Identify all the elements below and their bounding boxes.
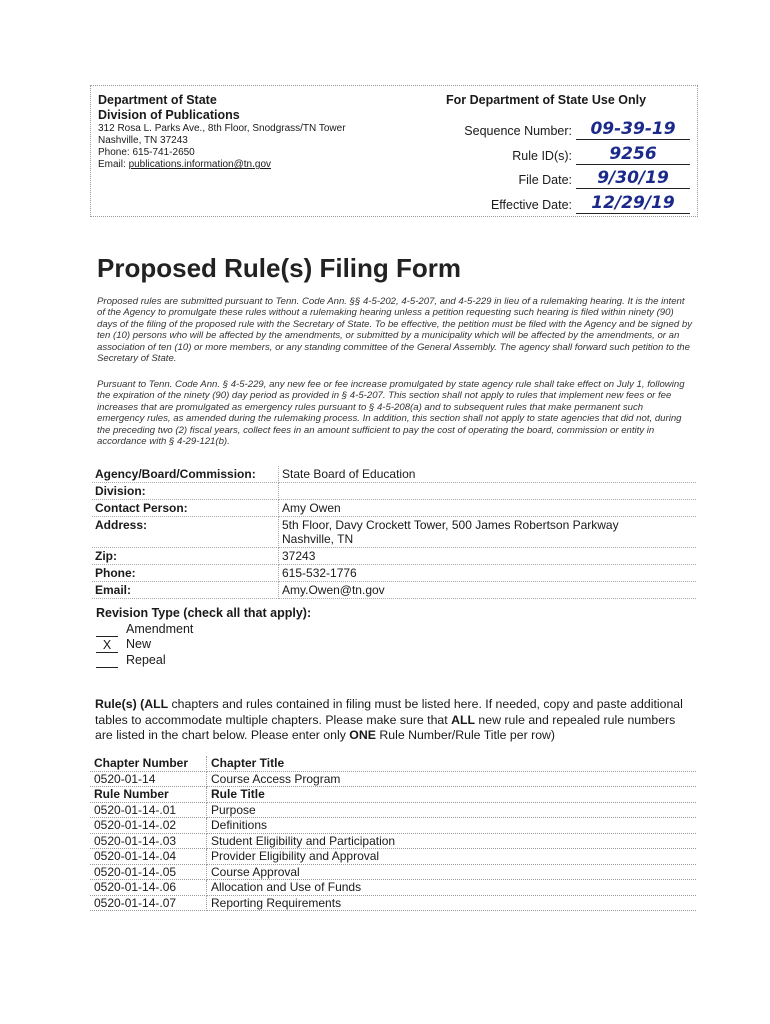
division-value [279,483,697,500]
revision-new[interactable] [96,637,311,653]
issuer-phone: Phone: 615-741-2650 [98,147,195,158]
phone-row [92,565,696,582]
phone-value: 615-532-1776 [279,565,697,582]
rule-title: Reporting Requirements [207,895,697,911]
address-line-2: Nashville, TN [282,532,354,546]
agency-value: State Board of Education [279,466,697,483]
file-date-field [430,167,692,189]
rule-number: 0520-01-14-.01 [90,802,207,818]
sequence-number-value: 09-39-19 [576,119,690,140]
email-value: Amy.Owen@tn.gov [279,582,697,599]
division-row [92,483,696,500]
rule-number-header: Rule Number [90,787,207,803]
rules-instructions: Rule(s) (ALL chapters and rules contained in filing must be listed here. If needed, copy and paste additional tables to accommodate multiple chapters. Please make sure that ALL new rule and repealed rule numbers are listed in the chart below. Please enter only ONE Rule Number/Rule Title per row) [95,697,683,742]
rule-title: Course Approval [207,864,697,880]
effective-date-label: Effective Date: [490,198,572,212]
rule-number: 0520-01-14-.05 [90,864,207,880]
rule-number: 0520-01-14-.07 [90,895,207,911]
table-row [90,833,696,849]
chapter-title-header: Chapter Title [207,756,697,771]
zip-value: 37243 [279,548,697,565]
sequence-number-label: Sequence Number: [464,124,572,138]
table-row [90,849,696,865]
address-value [279,517,697,548]
file-date-label: File Date: [518,173,572,187]
chapter-header-row [90,756,696,771]
revision-mark[interactable]: X [96,638,118,653]
zip-label: Zip: [92,548,279,565]
phone-label: Phone: [92,565,279,582]
table-row [90,895,696,911]
rule-id-label: Rule ID(s): [512,149,572,163]
office-use-title: For Department of State Use Only [446,93,647,107]
contact-table [92,466,696,599]
table-row [90,818,696,834]
file-date-value: 9/30/19 [576,168,690,189]
revision-repeal[interactable] [96,653,311,669]
zip-row [92,548,696,565]
revision-label: Amendment [126,621,194,636]
contact-person-row [92,500,696,517]
email-row [92,582,696,599]
rule-number: 0520-01-14-.04 [90,849,207,865]
dept-name: Department of State [98,93,217,107]
agency-label: Agency/Board/Commission: [92,466,279,483]
revision-amendment[interactable] [96,622,311,638]
revision-mark[interactable] [96,622,118,637]
intro-paragraph-2: Pursuant to Tenn. Code Ann. § 4-5-229, any new fee or fee increase promulgated by state agency rule shall take effect on July 1, following the expiration of the ninety (90) day period as provided in § 4-5-207. This section shall not apply to rules that implement new fees or fee increases that are promulgated as emergency rules pursuant to § 4-5-208(a) and to subsequent rules that make permanent such emergency rules, as amended during the rulemaking process. In addition, this section shall not apply to state agencies that did not, during the preceding two (2) fiscal years, collect fees in an amount sufficient to pay the cost of operating the board, commission or entity in accordance with § 4-29-121(b). [97,379,685,448]
revision-heading: Revision Type (check all that apply): [96,606,312,620]
chapter-row [90,771,696,787]
rule-header-row [90,787,696,803]
table-row [90,802,696,818]
rule-title: Provider Eligibility and Approval [207,849,697,865]
rules-table [90,756,696,911]
sequence-number-field [430,118,692,140]
effective-date-field [430,192,692,214]
rule-number: 0520-01-14-.02 [90,818,207,834]
agency-row [92,466,696,483]
contact-person-label: Contact Person: [92,500,279,517]
address-line-1: 5th Floor, Davy Crockett Tower, 500 James Robertson Parkway [282,518,619,532]
revision-type [96,606,311,668]
issuer-email: Email: publications.information@tn.gov [98,159,272,170]
issuer-block [98,93,428,171]
intro-paragraph-1: Proposed rules are submitted pursuant to Tenn. Code Ann. §§ 4-5-202, 4-5-207, and 4-5-229 in lieu of a rulemaking hearing. It is the intent of the Agency to promulgate these rules without a rulemaking hearing unless a petition requesting such hearing is filed within ninety (90) days of the filing of the proposed rule with the Secretary of State. To be effective, the petition must be filed with the Agency and be signed by ten (10) persons who will be affected by the amendments, or submitted by a municipality which will be affected by the amendments, or an association of ten (10) or more members, or any standing committee of the General Assembly. The agency shall forward such petition to the Secretary of State. [97,296,692,365]
issuer-address-2: Nashville, TN 37243 [98,135,188,146]
chapter-number-header: Chapter Number [90,756,207,771]
revision-label: New [126,637,152,651]
rule-title-header: Rule Title [207,787,697,803]
chapter-number: 0520-01-14 [90,771,207,787]
revision-mark[interactable] [96,653,118,668]
rule-title: Definitions [207,818,697,834]
division-label: Division: [92,483,279,500]
rule-title: Student Eligibility and Participation [207,833,697,849]
address-row [92,517,696,548]
division-name: Division of Publications [98,108,240,122]
address-label: Address: [92,517,279,548]
contact-person-value: Amy Owen [279,500,697,517]
form-title: Proposed Rule(s) Filing Form [97,253,462,283]
rule-title: Allocation and Use of Funds [207,880,697,896]
email-label: Email: [92,582,279,599]
rule-number: 0520-01-14-.03 [90,833,207,849]
rule-id-value: 9256 [576,144,690,165]
rule-id-field [430,143,692,165]
rule-number: 0520-01-14-.06 [90,880,207,896]
chapter-title: Course Access Program [207,771,697,787]
table-row [90,864,696,880]
revision-label: Repeal [126,652,166,667]
table-row [90,880,696,896]
effective-date-value: 12/29/19 [576,193,690,214]
rule-title: Purpose [207,802,697,818]
issuer-address-1: 312 Rosa L. Parks Ave., 8th Floor, Snodgrass/TN Tower [98,123,346,134]
email-link[interactable]: publications.information@tn.gov [128,159,272,170]
